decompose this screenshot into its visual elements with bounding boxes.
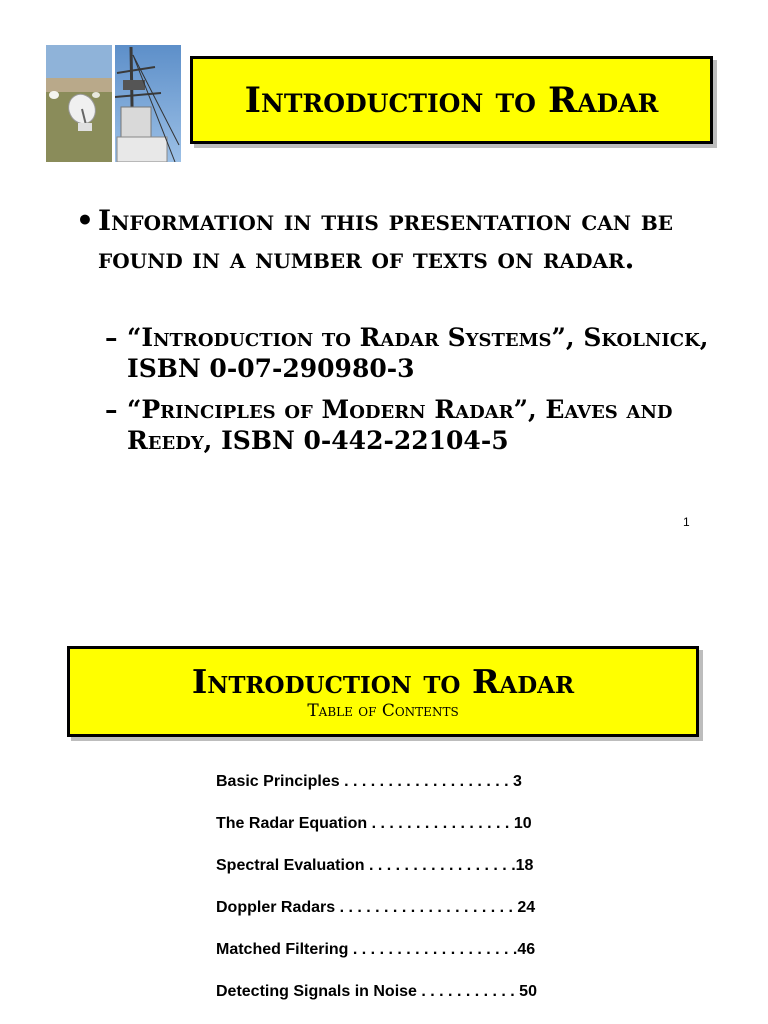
radar-photos (46, 45, 181, 162)
bullet-text: Information in this presentation can be found in a number of texts on radar. (98, 204, 673, 275)
reference-text: “Introduction to Radar Systems”, Skolnick, ISBN 0-07-290980-3 (127, 323, 709, 383)
slide2-title-box (67, 646, 699, 737)
reference-text: “Principles of Modern Radar”, Eaves and Reedy, ISBN 0-442-22104-5 (127, 395, 673, 455)
ship-mast-photo (115, 45, 181, 162)
slide1-title: Introduction to Radar (244, 79, 659, 121)
slide1-bullet (76, 202, 716, 278)
toc-entry[interactable]: Detecting Signals in Noise . . . . . . . . . . . 50 (216, 983, 537, 1000)
toc-entry[interactable]: Spectral Evaluation . . . . . . . . . . . . . . . . .18 (216, 857, 534, 874)
radar-dish-photo (46, 45, 112, 162)
dash-icon: – (105, 395, 118, 424)
toc-entry[interactable]: Doppler Radars . . . . . . . . . . . . . . . . . . . . 24 (216, 899, 536, 916)
toc-entry[interactable]: Matched Filtering . . . . . . . . . . . . . . . . . . .46 (216, 941, 536, 958)
slide2-subtitle: Table of Contents (307, 701, 459, 721)
toc-entry[interactable]: The Radar Equation . . . . . . . . . . . . . . . . 10 (216, 815, 532, 832)
reference-item (105, 322, 725, 384)
table-of-contents (216, 770, 576, 1022)
page-number: 1 (683, 515, 690, 529)
toc-entry[interactable]: Basic Principles . . . . . . . . . . . . . . . . . . . 3 (216, 773, 522, 790)
dash-icon: – (105, 323, 118, 352)
bullet-icon: • (76, 204, 94, 237)
slide1-title-box (190, 56, 713, 144)
slide2-title: Introduction to Radar (191, 662, 575, 701)
reference-item (105, 394, 725, 456)
